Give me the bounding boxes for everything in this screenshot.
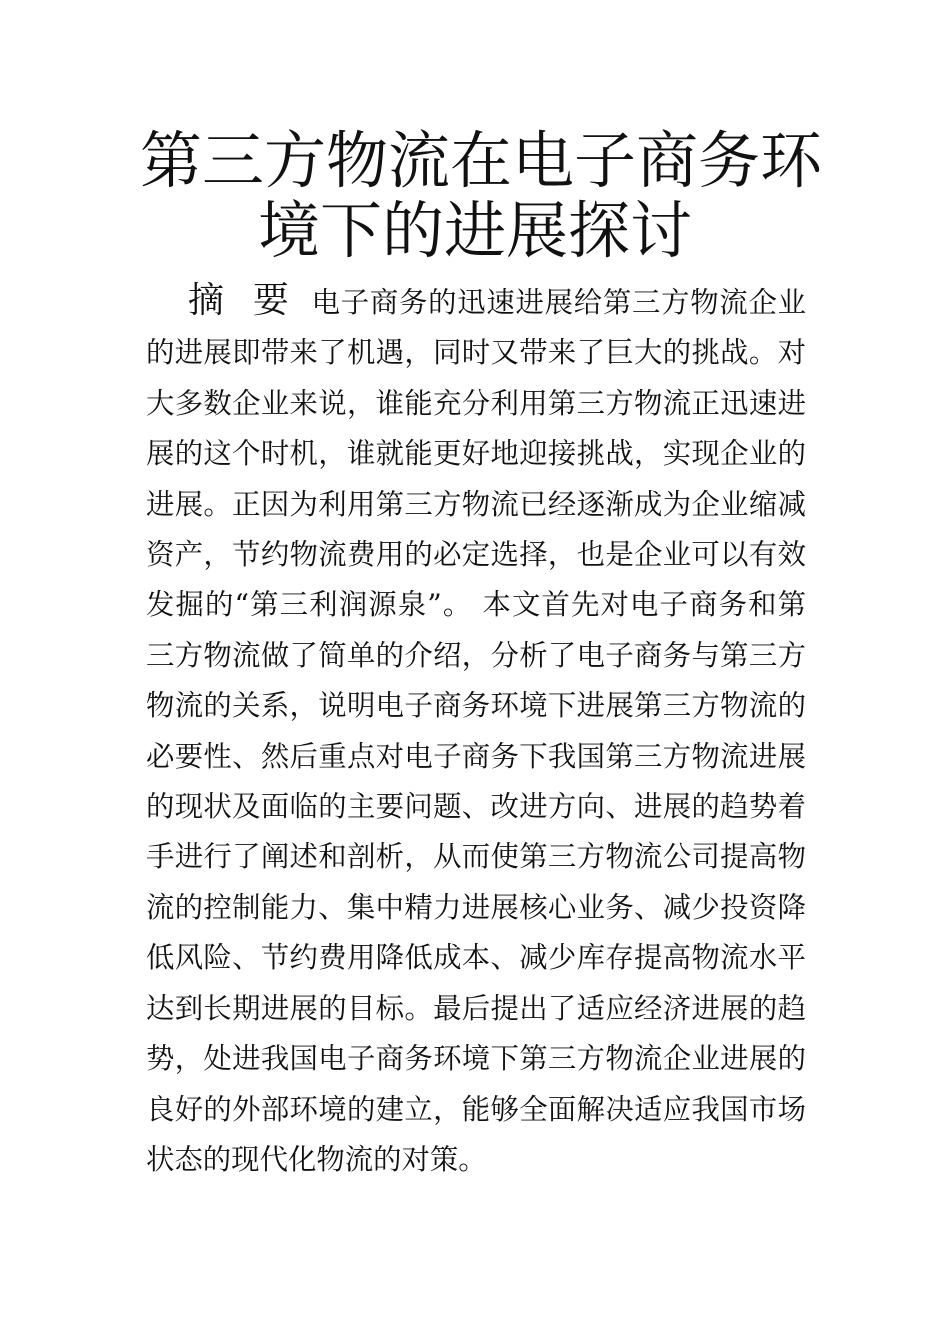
title-line-1: 第三方物流在电子商务环 [140,124,823,197]
document-title [140,124,823,267]
abstract-paragraph [146,276,806,1185]
abstract-text: 电子商务的迅速进展给第三方物流企业的进展即带来了机遇，同时又带来了巨大的挑战。对大多数企业来说，谁能充分利用第三方物流正迅速进展的这个时机，谁就能更好地迎接挑战，实现企业的进展。正因为利用第三方物流已经逐渐成为企业缩减资产，节约物流费用的必定选择，也是企业可以有效发掘的“第三利润源泉”。 本文首先对电子商务和第三方物流做了简单的介绍，分析了电子商务与第三方物流的关系，说明电子商务环境下进展第三方物流的必要性、然后重点对电子商务下我国第三方物流进展的现状及面临的主要问题、改进方向、进展的趋势着手进行了阐述和剖析，从而使第三方物流公司提高物流的控制能力、集中精力进展核心业务、减少投资降低风险、节约费用降低成本、减少库存提高物流水平达到长期进展的目标。最后提出了适应经济进展的趋势，处进我国电子商务环境下第三方物流企业进展的良好的外部环境的建立，能够全面解决适应我国市场状态的现代化物流的对策。 [146,286,806,1176]
abstract-label: 摘 要 [188,280,298,321]
title-line-2: 境下的进展探讨 [257,194,692,267]
